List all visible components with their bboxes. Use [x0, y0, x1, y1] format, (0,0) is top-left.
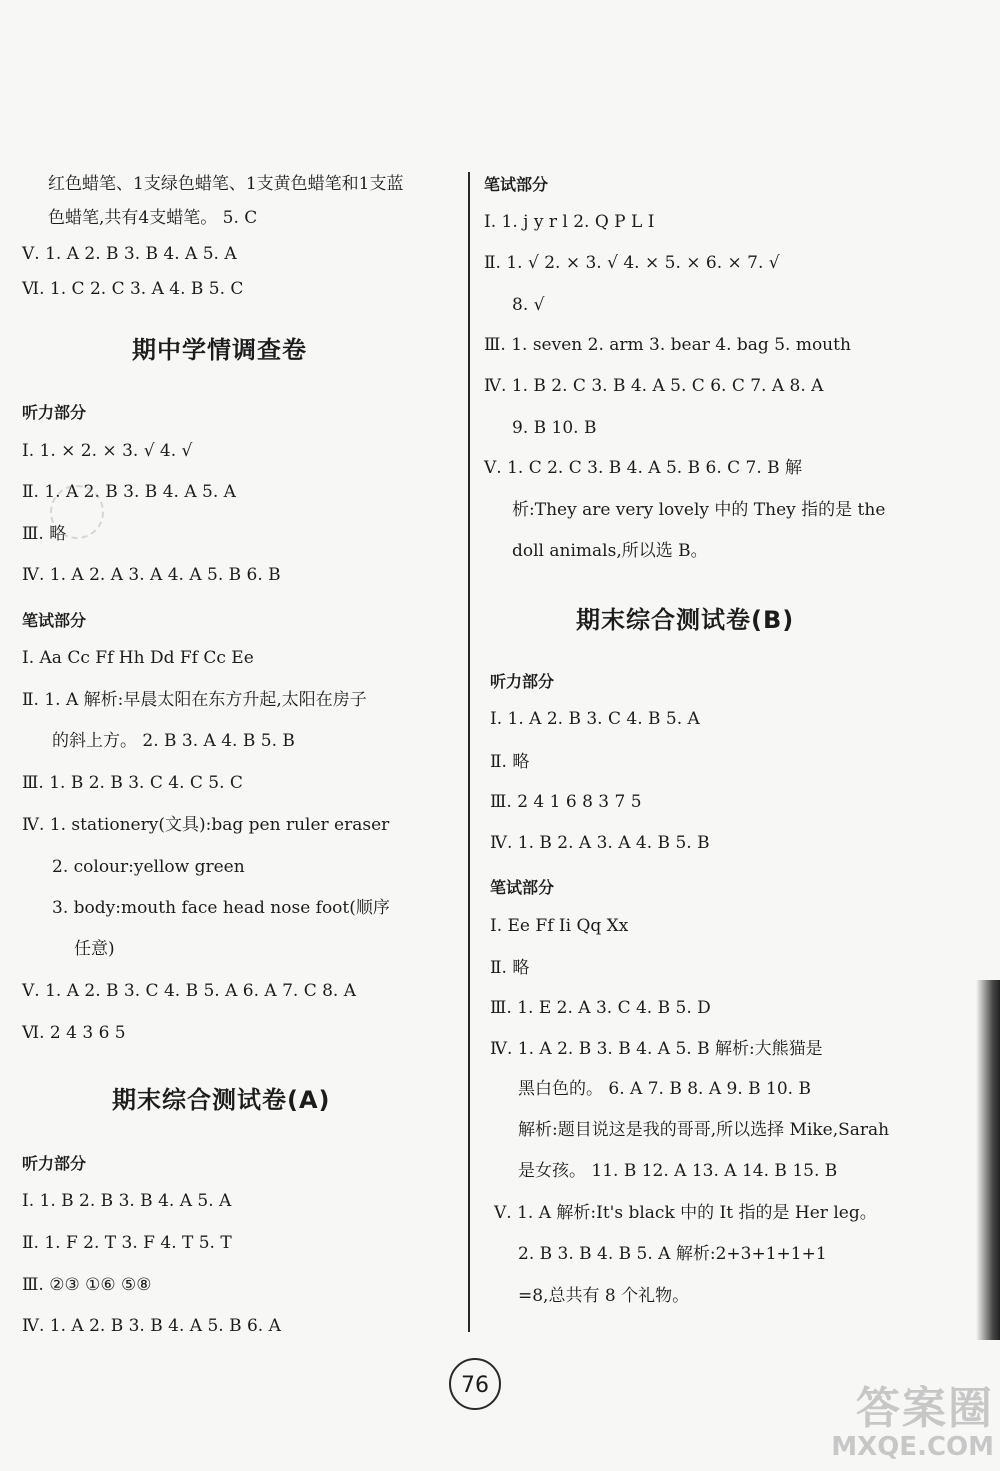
answer-line: 2. B 3. B 4. B 5. A 解析:2+3+1+1+1: [518, 1244, 827, 1264]
page-edge-shadow: [976, 980, 1000, 1340]
answer-line: 黑白色的。 6. A 7. B 8. A 9. B 10. B: [518, 1079, 811, 1099]
answer-line: Ⅰ. 1. × 2. × 3. √ 4. √: [22, 441, 193, 461]
section-heading: 笔试部分: [490, 878, 555, 897]
answer-line: Ⅰ. 1. A 2. B 3. C 4. B 5. A: [490, 709, 700, 729]
answer-line: Ⅱ. 1. A 解析:早晨太阳在东方升起,太阳在房子: [22, 690, 367, 710]
answer-line: Ⅵ. 2 4 3 6 5: [22, 1023, 126, 1043]
answer-line: 8. √: [512, 295, 545, 315]
answer-line: Ⅴ. 1. A 2. B 3. C 4. B 5. A 6. A 7. C 8. A: [22, 981, 357, 1001]
answer-line: Ⅱ. 1. A 2. B 3. B 4. A 5. A: [22, 482, 236, 502]
section-title: 期末综合测试卷(A): [112, 1086, 331, 1114]
answer-line: Ⅱ. 略: [490, 958, 530, 978]
answer-line: Ⅳ. 1. A 2. B 3. B 4. A 5. B 6. A: [22, 1316, 281, 1336]
answer-line: Ⅲ. 1. E 2. A 3. C 4. B 5. D: [490, 998, 711, 1018]
answer-line: 色蜡笔,共有4支蜡笔。 5. C: [48, 208, 258, 228]
section-title: 期末综合测试卷(B): [576, 606, 795, 634]
answer-line: Ⅴ. 1. A 2. B 3. B 4. A 5. A: [22, 244, 237, 264]
answer-line: 的斜上方。 2. B 3. A 4. B 5. B: [52, 731, 295, 751]
answer-line: Ⅳ. 1. A 2. A 3. A 4. A 5. B 6. B: [22, 565, 281, 585]
answer-line: 任意): [74, 939, 115, 959]
answer-line: =8,总共有 8 个礼物。: [518, 1286, 690, 1306]
answer-line: Ⅱ. 1. F 2. T 3. F 4. T 5. T: [22, 1233, 232, 1253]
answer-line: Ⅲ. 1. seven 2. arm 3. bear 4. bag 5. mouth: [484, 335, 851, 355]
answer-line: Ⅲ. ②③ ①⑥ ⑤⑧: [22, 1275, 152, 1295]
answer-line: Ⅲ. 1. B 2. B 3. C 4. C 5. C: [22, 773, 243, 793]
answer-line: Ⅲ. 2 4 1 6 8 3 7 5: [490, 792, 642, 812]
section-heading: 笔试部分: [484, 175, 549, 194]
answer-line: Ⅱ. 略: [490, 752, 530, 772]
answer-line: Ⅱ. 1. √ 2. × 3. √ 4. × 5. × 6. × 7. √: [484, 253, 780, 273]
answer-line: 9. B 10. B: [512, 418, 597, 438]
answer-line: doll animals,所以选 B。: [512, 541, 708, 561]
answer-line: 解析:题目说这是我的哥哥,所以选择 Mike,Sarah: [518, 1120, 890, 1140]
answer-line: Ⅰ. 1. B 2. B 3. B 4. A 5. A: [22, 1191, 232, 1211]
section-title: 期中学情调查卷: [132, 336, 307, 364]
answer-line: Ⅴ. 1. A 解析:It's black 中的 It 指的是 Her leg。: [494, 1203, 877, 1223]
answer-line: Ⅳ. 1. stationery(文具):bag pen ruler eraser: [22, 815, 390, 835]
answer-line: Ⅰ. Aa Cc Ff Hh Dd Ff Cc Ee: [22, 648, 254, 668]
answer-line: 析:They are very lovely 中的 They 指的是 the: [512, 500, 886, 520]
answer-line: Ⅰ. 1. j y r l 2. Q P L I: [484, 212, 655, 232]
answer-line: Ⅴ. 1. C 2. C 3. B 4. A 5. B 6. C 7. B 解: [484, 458, 803, 478]
page-number: 76: [449, 1358, 501, 1410]
watermark-logo-text: 答案圈: [856, 1383, 994, 1434]
answer-line: Ⅲ. 略: [22, 524, 67, 544]
answer-line: Ⅰ. Ee Ff Ii Qq Xx: [490, 916, 629, 936]
answer-line: 是女孩。 11. B 12. A 13. A 14. B 15. B: [518, 1161, 838, 1181]
watermark-url: MXQE.COM: [831, 1432, 994, 1462]
answer-line: 2. colour:yellow green: [52, 857, 245, 877]
answer-line: 3. body:mouth face head nose foot(顺序: [52, 898, 390, 918]
answer-line: Ⅳ. 1. B 2. C 3. B 4. A 5. C 6. C 7. A 8. A: [484, 376, 824, 396]
section-heading: 听力部分: [490, 672, 555, 691]
answer-line: 红色蜡笔、1支绿色蜡笔、1支黄色蜡笔和1支蓝: [48, 174, 404, 194]
answer-line: Ⅳ. 1. A 2. B 3. B 4. A 5. B 解析:大熊猫是: [490, 1039, 823, 1059]
column-divider: [468, 172, 470, 1332]
answer-line: Ⅵ. 1. C 2. C 3. A 4. B 5. C: [22, 279, 244, 299]
section-heading: 听力部分: [22, 1154, 87, 1173]
faint-stamp: [50, 485, 104, 539]
watermark: [831, 1385, 994, 1461]
answer-line: Ⅳ. 1. B 2. A 3. A 4. B 5. B: [490, 833, 710, 853]
section-heading: 听力部分: [22, 403, 87, 422]
section-heading: 笔试部分: [22, 611, 87, 630]
